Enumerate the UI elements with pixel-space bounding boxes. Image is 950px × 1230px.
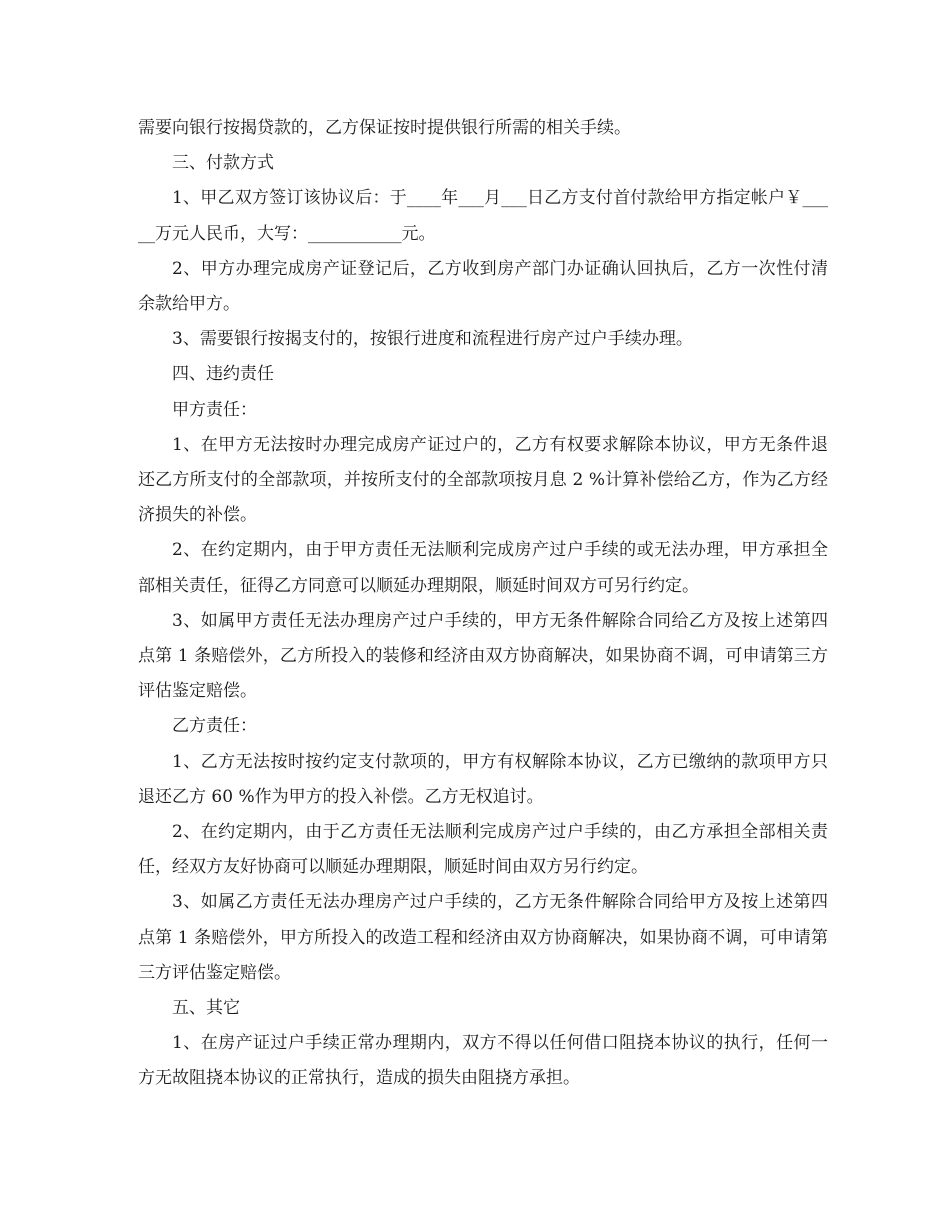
clause-party-a-3: 3、如属甲方责任无法办理房产过户手续的，甲方无条件解除合同给乙方及按上述第四点第 1 条赔偿外，乙方所投入的装修和经济由双方协商解决，如果协商不调，可申请第三方评估鉴定赔偿。 (138, 610, 828, 702)
section-heading-other: 五、其它 (172, 998, 240, 1019)
clause-other-1: 1、在房产证过户手续正常办理期内，双方不得以任何借口阻挠本协议的执行，任何一方无故阻挠本协议的正常执行，造成的损失由阻挠方承担。 (138, 1033, 828, 1089)
clause-payment-2: 2、甲方办理完成房产证登记后，乙方收到房产部门办证确认回执后，乙方一次性付清余款给甲方。 (138, 258, 828, 315)
section-heading-liability: 四、违约责任 (172, 364, 274, 385)
clause-party-a-2: 2、在约定期内，由于甲方责任无法顺利完成房产过户手续的或无法办理，甲方承担全部相关责任，征得乙方同意可以顺延办理期限，顺延时间双方可另行约定。 (138, 540, 828, 596)
clause-party-b-3: 3、如属乙方责任无法办理房产过户手续的，乙方无条件解除合同给甲方及按上述第四点第 1 条赔偿外，甲方所投入的改造工程和经济由双方协商解决，如果协商不调，可申请第三方评估鉴定赔偿。 (138, 892, 828, 983)
clause-payment-1: 1、甲乙双方签订该协议后：于____年___月___日乙方支付首付款给甲方指定帐户￥_____万元人民币，大写：___________元。 (138, 188, 828, 244)
clause-party-a-1: 1、在甲方无法按时办理完成房产证过户的，乙方有权要求解除本协议，甲方无条件退还乙方所支付的全部款项，并按所支付的全部款项按月息 2 %计算补偿给乙方，作为乙方经济损失的补偿。 (138, 434, 828, 526)
subheading-party-b: 乙方责任： (172, 716, 257, 737)
section-heading-payment: 三、付款方式 (172, 153, 274, 174)
clause-party-b-1: 1、乙方无法按时按约定支付款项的，甲方有权解除本协议，乙方已缴纳的款项甲方只退还乙方 60 %作为甲方的投入补偿。乙方无权追讨。 (138, 751, 828, 807)
subheading-party-a: 甲方责任： (172, 399, 257, 420)
document-page (138, 111, 828, 1097)
clause-party-b-2: 2、在约定期内，由于乙方责任无法顺利完成房产过户手续的，由乙方承担全部相关责任，经双方友好协商可以顺延办理期限，顺延时间由双方另行约定。 (138, 822, 828, 878)
paragraph-continuation: 需要向银行按揭贷款的，乙方保证按时提供银行所需的相关手续。 (138, 118, 631, 138)
clause-payment-3: 3、需要银行按揭支付的，按银行进度和流程进行房产过户手续办理。 (172, 329, 693, 350)
